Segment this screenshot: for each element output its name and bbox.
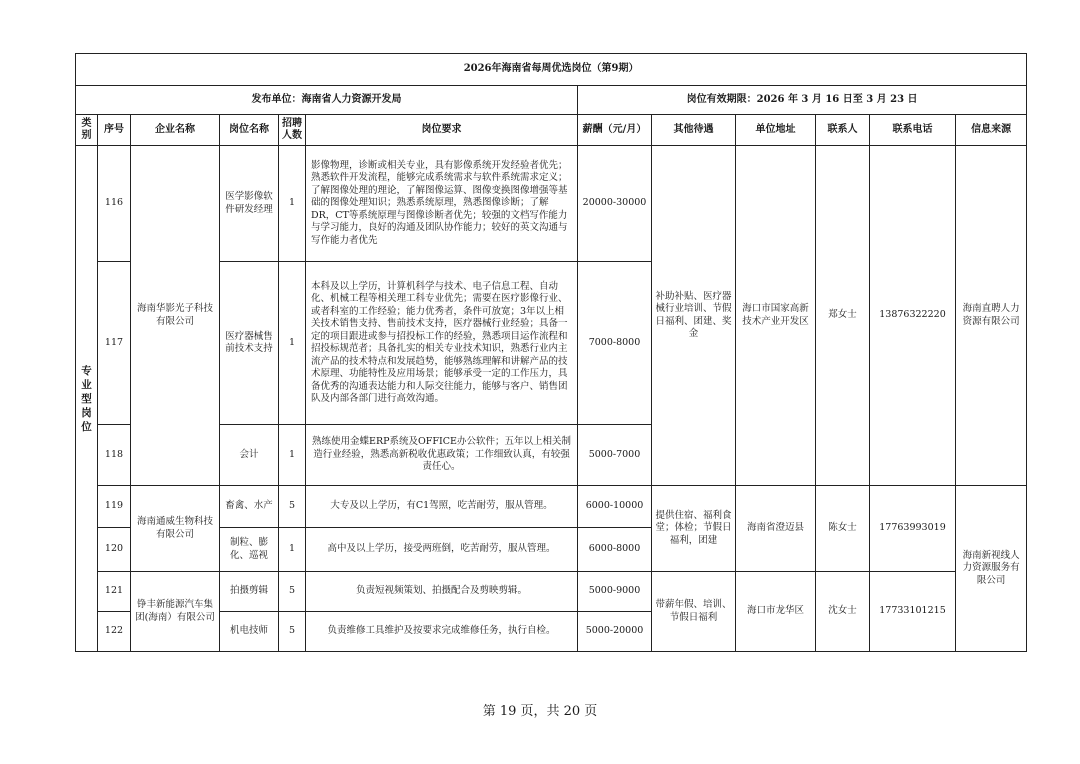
job-requirements: 本科及以上学历，计算机科学与技术、电子信息工程、自动化、机械工程等相关理工科专业优先；需要在医疗影像行业、或者科室的工作经验；能力优秀者，条件可放宽；3年以上相关技术销售支持、售前技术支持，医疗器械行业经验；具备一定的项目跟进或参与招投标工作的经验，熟悉项目运作流程和招投标规范者；具备扎实的相关专业技术知识，熟悉行业内主流产品的技术特点和发展趋势，能够熟练理解和讲解产品的技术原理、功能特性及应用场景；能够承受一定的工作压力，具备优秀的沟通表达能力和人际交往能力，能够与客户、销售团队及内部各部门进行高效沟通。 — [306, 262, 578, 425]
row-no: 121 — [98, 572, 131, 612]
benefits: 提供住宿、福利食堂；体检；节假日福利，团建 — [652, 486, 736, 572]
header-contact: 联系人 — [816, 115, 870, 146]
header-phone: 联系电话 — [870, 115, 956, 146]
salary: 6000-10000 — [578, 486, 652, 528]
company-name: 海南华影光子科技有限公司 — [131, 146, 220, 486]
row-no: 117 — [98, 262, 131, 425]
hire-count: 5 — [279, 572, 306, 612]
position-name: 机电技师 — [220, 612, 279, 652]
table-row — [76, 486, 1027, 528]
position-name: 医学影像软件研发经理 — [220, 146, 279, 262]
job-requirements: 熟练使用金蝶ERP系统及OFFICE办公软件；五年以上相关制造行业经验，熟悉高新税收优惠政策；工作细致认真，有较强责任心。 — [306, 425, 578, 486]
salary: 7000-8000 — [578, 262, 652, 425]
category-cell — [76, 146, 98, 652]
phone-number: 17733101215 — [870, 572, 956, 652]
row-no: 119 — [98, 486, 131, 528]
row-no: 122 — [98, 612, 131, 652]
category-char: 岗 — [81, 406, 92, 419]
company-name: 铮丰新能源汽车集团(海南）有限公司 — [131, 572, 220, 652]
header-count: 招聘人数 — [279, 115, 306, 146]
category-char: 专 — [81, 364, 92, 377]
position-name: 畜禽、水产 — [220, 486, 279, 528]
category-label — [78, 364, 95, 434]
header-salary: 薪酬（元/月） — [578, 115, 652, 146]
job-table — [75, 53, 1027, 652]
salary: 5000-20000 — [578, 612, 652, 652]
job-requirements: 负责短视频策划、拍摄配合及剪映剪辑。 — [306, 572, 578, 612]
table-title: 2026年海南省每周优选岗位（第9期） — [76, 54, 1027, 86]
header-requirements: 岗位要求 — [306, 115, 578, 146]
job-requirements: 高中及以上学历，接受两班倒，吃苦耐劳，服从管理。 — [306, 528, 578, 572]
row-no: 116 — [98, 146, 131, 262]
benefits: 带薪年假、培训、节假日福利 — [652, 572, 736, 652]
table-row — [76, 146, 1027, 262]
header-source: 信息来源 — [956, 115, 1027, 146]
position-name: 医疗器械售前技术支持 — [220, 262, 279, 425]
phone-number: 17763993019 — [870, 486, 956, 572]
validity-period: 岗位有效期限：2026 年 3 月 16 日至 3 月 23 日 — [578, 86, 1027, 115]
position-name: 会计 — [220, 425, 279, 486]
header-category: 类别 — [76, 115, 98, 146]
hire-count: 1 — [279, 528, 306, 572]
table-row — [76, 572, 1027, 612]
contact-person: 陈女士 — [816, 486, 870, 572]
hire-count: 1 — [279, 425, 306, 486]
header-benefits: 其他待遇 — [652, 115, 736, 146]
header-no: 序号 — [98, 115, 131, 146]
address: 海南省澄迈县 — [736, 486, 816, 572]
contact-person: 沈女士 — [816, 572, 870, 652]
page-footer: 第 19 页，共 20 页 — [482, 704, 598, 719]
category-char: 业 — [81, 378, 92, 391]
contact-person: 郑女士 — [816, 146, 870, 486]
phone-number: 13876322220 — [870, 146, 956, 486]
header-position: 岗位名称 — [220, 115, 279, 146]
job-table-document — [75, 53, 1026, 651]
salary: 20000-30000 — [578, 146, 652, 262]
hire-count: 1 — [279, 262, 306, 425]
publisher: 发布单位：海南省人力资源开发局 — [76, 86, 578, 115]
salary: 5000-9000 — [578, 572, 652, 612]
hire-count: 5 — [279, 486, 306, 528]
job-requirements: 影像物理，诊断或相关专业，具有影像系统开发经验者优先；熟悉软件开发流程，能够完成系统需求与软件系统需求定义；了解图像处理的理论，了解图像运算、图像变换图像增强等基础的图像处理知识；熟悉系统原理，熟悉图像诊断；了解DR，CT等系统原理与图像诊断者优先；较强的文档写作能力与学习能力，良好的沟通及团队协作能力；较好的英文沟通与写作能力者优先 — [306, 146, 578, 262]
position-name: 制粒、膨化、巡视 — [220, 528, 279, 572]
company-name: 海南通威生物科技有限公司 — [131, 486, 220, 572]
salary: 6000-8000 — [578, 528, 652, 572]
hire-count: 5 — [279, 612, 306, 652]
info-source: 海南新视线人力资源服务有限公司 — [956, 486, 1027, 652]
job-requirements: 大专及以上学历，有C1驾照，吃苦耐劳，服从管理。 — [306, 486, 578, 528]
address: 海口市龙华区 — [736, 572, 816, 652]
header-address: 单位地址 — [736, 115, 816, 146]
salary: 5000-7000 — [578, 425, 652, 486]
header-company: 企业名称 — [131, 115, 220, 146]
row-no: 118 — [98, 425, 131, 486]
position-name: 拍摄剪辑 — [220, 572, 279, 612]
category-char: 型 — [81, 392, 92, 405]
info-source: 海南直聘人力资源有限公司 — [956, 146, 1027, 486]
row-no: 120 — [98, 528, 131, 572]
hire-count: 1 — [279, 146, 306, 262]
category-char: 位 — [81, 420, 92, 433]
job-requirements: 负责维修工具维护及按要求完成维修任务，执行自检。 — [306, 612, 578, 652]
benefits: 补助补贴、医疗器械行业培训、节假日福利、团建、奖金 — [652, 146, 736, 486]
address: 海口市国家高新技术产业开发区 — [736, 146, 816, 486]
